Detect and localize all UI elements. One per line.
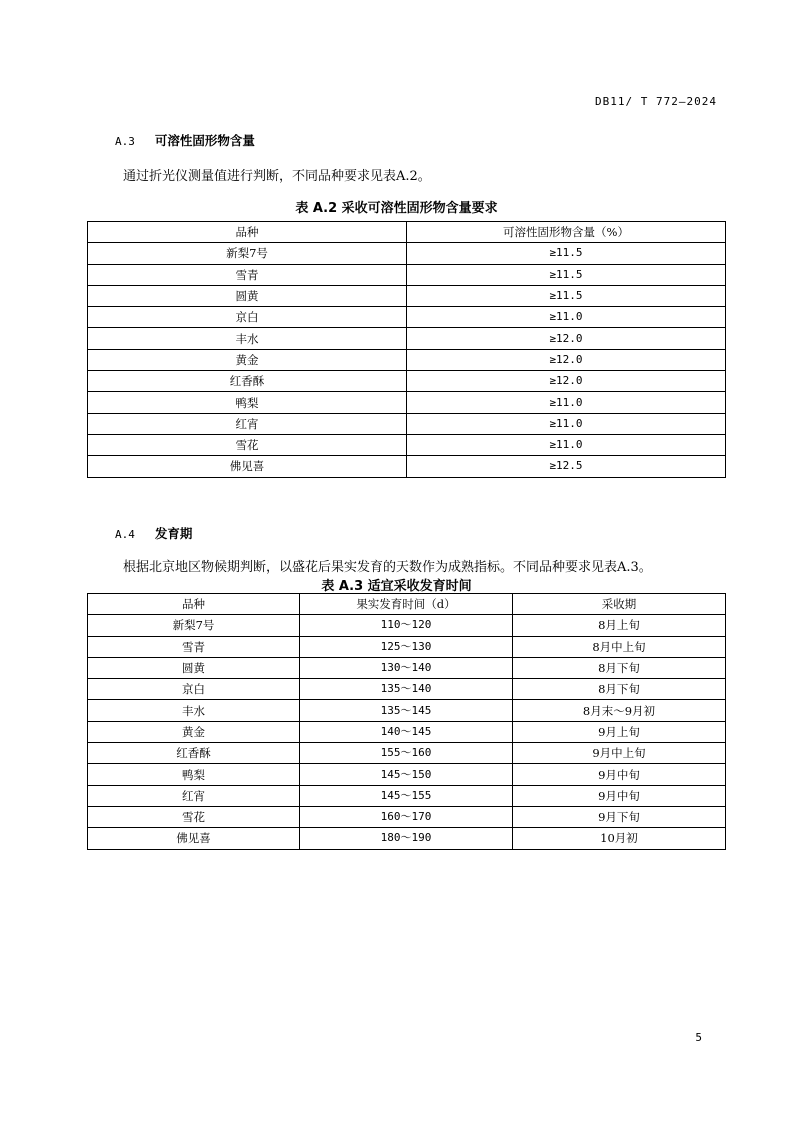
table-row [88,700,726,721]
table-row [88,349,726,370]
development-time-cell: 125～130 [300,636,513,657]
development-time-cell: 180～190 [300,828,513,849]
harvest-period-cell: 8月中上旬 [513,636,726,657]
table-a3-header-development-time: 果实发育时间（d） [300,594,513,615]
table-row [88,456,726,477]
variety-cell: 佛见喜 [88,828,300,849]
harvest-period-cell: 8月下旬 [513,657,726,678]
variety-cell: 佛见喜 [88,456,407,477]
harvest-period-cell: 8月上旬 [513,615,726,636]
variety-cell: 雪青 [88,636,300,657]
table-a2-caption: 表 A.2 采收可溶性固形物含量要求 [295,201,498,216]
variety-cell: 丰水 [88,700,300,721]
development-time-cell: 145～150 [300,764,513,785]
variety-cell: 红香酥 [88,371,407,392]
soluble-solids-cell: ≥12.0 [407,349,726,370]
development-time-cell: 135～145 [300,700,513,721]
variety-cell: 雪青 [88,264,407,285]
variety-cell: 丰水 [88,328,407,349]
document-number: DB11/ T 772—2024 [595,95,717,108]
soluble-solids-cell: ≥11.5 [407,285,726,306]
harvest-period-cell: 9月中旬 [513,764,726,785]
table-row [88,413,726,434]
table-a2-body [88,243,726,477]
page-number: 5 [695,1031,702,1044]
table-row [88,721,726,742]
table-a3-header-variety: 品种 [88,594,300,615]
variety-cell: 黄金 [88,721,300,742]
development-time-cell: 130～140 [300,657,513,678]
soluble-solids-cell: ≥11.5 [407,243,726,264]
section-a3-heading [115,131,255,149]
variety-cell: 红宵 [88,413,407,434]
table-row [88,307,726,328]
table-row [88,371,726,392]
table-row [88,828,726,849]
harvest-period-cell: 8月下旬 [513,679,726,700]
development-time-cell: 145～155 [300,785,513,806]
table-a3-body [88,615,726,849]
soluble-solids-cell: ≥11.0 [407,392,726,413]
table-a2-header-variety: 品种 [88,222,407,243]
table-a3 [87,593,726,850]
variety-cell: 圆黄 [88,285,407,306]
section-a4-heading [115,524,192,542]
development-time-cell: 155～160 [300,743,513,764]
variety-cell: 黄金 [88,349,407,370]
harvest-period-cell: 9月中旬 [513,785,726,806]
table-a3-header-harvest-period: 采收期 [513,594,726,615]
section-a4-paragraph: 根据北京地区物候期判断，以盛花后果实发育的天数作为成熟指标。不同品种要求见表A.3。 [123,560,652,575]
table-a3-caption: 表 A.3 适宜采收发育时间 [321,579,472,594]
soluble-solids-cell: ≥12.0 [407,328,726,349]
development-time-cell: 140～145 [300,721,513,742]
table-row [88,806,726,827]
table-row [88,285,726,306]
variety-cell: 新梨7号 [88,615,300,636]
section-a4-number: A.4 [115,528,135,541]
development-time-cell: 135～140 [300,679,513,700]
variety-cell: 京白 [88,307,407,328]
table-row [88,743,726,764]
table-row [88,328,726,349]
table-row [88,764,726,785]
variety-cell: 红香酥 [88,743,300,764]
harvest-period-cell: 9月上旬 [513,721,726,742]
table-row [88,392,726,413]
soluble-solids-cell: ≥12.0 [407,371,726,392]
variety-cell: 雪花 [88,806,300,827]
table-a2-header-row [88,222,726,243]
variety-cell: 红宵 [88,785,300,806]
section-a3-number: A.3 [115,135,135,148]
table-a3-header-row [88,594,726,615]
soluble-solids-cell: ≥12.5 [407,456,726,477]
table-row [88,264,726,285]
table-a2-header-soluble-solids: 可溶性固形物含量（%） [407,222,726,243]
harvest-period-cell: 9月中上旬 [513,743,726,764]
variety-cell: 京白 [88,679,300,700]
variety-cell: 新梨7号 [88,243,407,264]
table-row [88,243,726,264]
soluble-solids-cell: ≥11.0 [407,413,726,434]
harvest-period-cell: 10月初 [513,828,726,849]
harvest-period-cell: 9月下旬 [513,806,726,827]
soluble-solids-cell: ≥11.5 [407,264,726,285]
section-a3-paragraph: 通过折光仪测量值进行判断，不同品种要求见表A.2。 [123,169,431,184]
table-row [88,636,726,657]
table-row [88,785,726,806]
development-time-cell: 110～120 [300,615,513,636]
table-row [88,615,726,636]
variety-cell: 鸭梨 [88,764,300,785]
table-row [88,657,726,678]
soluble-solids-cell: ≥11.0 [407,307,726,328]
soluble-solids-cell: ≥11.0 [407,434,726,455]
harvest-period-cell: 8月末～9月初 [513,700,726,721]
table-a2 [87,221,726,478]
variety-cell: 鸭梨 [88,392,407,413]
variety-cell: 雪花 [88,434,407,455]
development-time-cell: 160～170 [300,806,513,827]
section-a3-title: 可溶性固形物含量 [154,133,255,148]
table-row [88,434,726,455]
section-a4-title: 发育期 [154,526,193,541]
variety-cell: 圆黄 [88,657,300,678]
table-row [88,679,726,700]
